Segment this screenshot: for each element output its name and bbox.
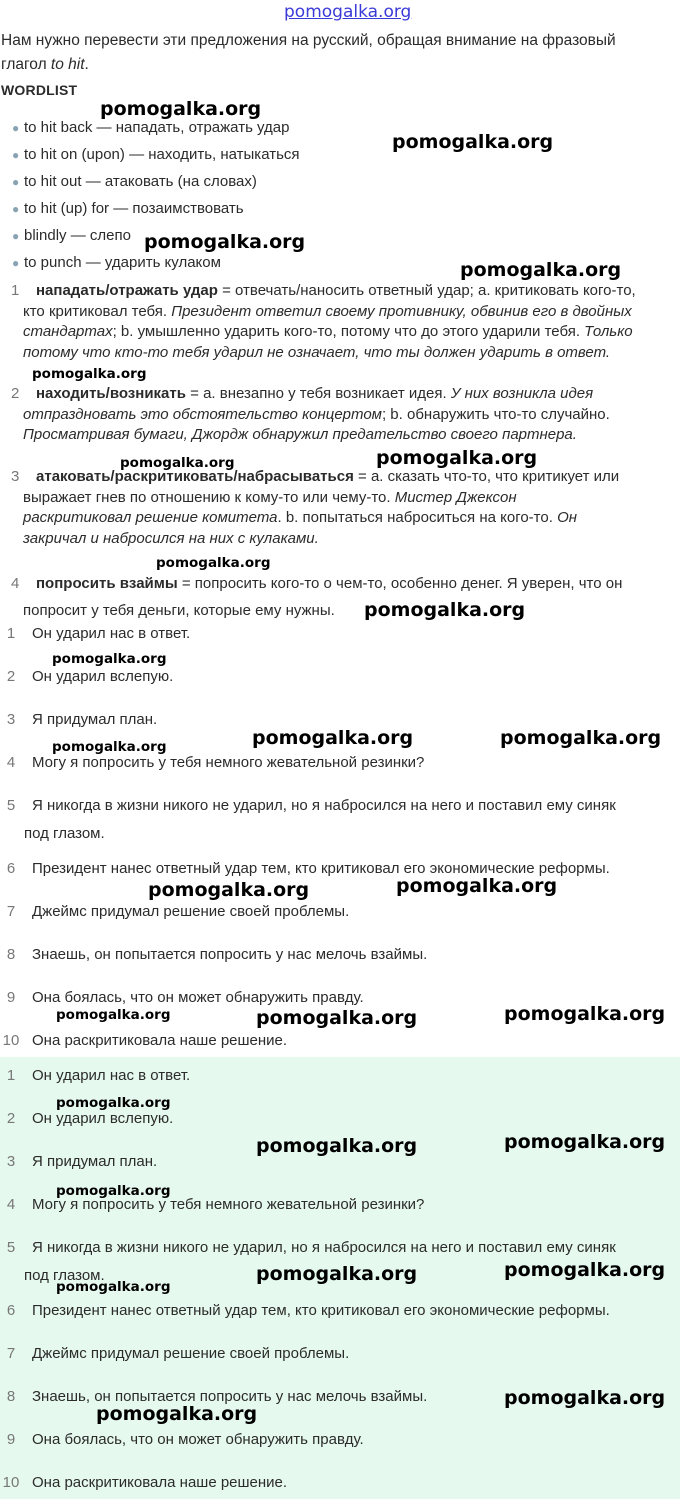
wordlist-item	[12, 254, 221, 271]
watermark: pomogalka.org	[120, 455, 235, 471]
wordlist-item	[12, 119, 290, 136]
definition-text: ; b. обнаружить что-то случайно.	[381, 405, 610, 423]
watermark: pomogalka.org	[256, 1263, 418, 1285]
definition-text: = отвечать/наносить ответный удар; a. критиковать кого-то,	[217, 282, 636, 299]
watermark: pomogalka.org	[364, 599, 526, 621]
wordlist-item-text: to hit (up) for — позаимствовать	[24, 200, 244, 217]
watermark: pomogalka.org	[256, 1135, 418, 1157]
definition-text: попросит у тебя деньги, которые ему нужны.	[23, 602, 335, 619]
definition-example: Президент ответил своему противнику, обвинив его в двойных	[171, 302, 632, 320]
watermark: pomogalka.org	[56, 1095, 171, 1111]
answer-number: 9	[6, 1431, 16, 1448]
sentence-number: 7	[6, 903, 16, 920]
definition-3	[0, 467, 678, 549]
answer-text: Она раскритиковала наше решение.	[32, 1474, 288, 1491]
answer-number: 1	[6, 1067, 16, 1084]
watermark: pomogalka.org	[500, 727, 662, 749]
watermark: pomogalka.org	[52, 651, 167, 667]
watermark-top: pomogalka.org	[284, 2, 412, 22]
definition-example: У них возникла идея	[450, 385, 594, 402]
watermark: pomogalka.org	[144, 231, 306, 253]
bullet-icon: ●	[12, 121, 20, 135]
watermark: pomogalka.org	[156, 555, 271, 571]
wordlist-item	[12, 146, 300, 163]
sentence-number: 2	[6, 668, 16, 685]
sentence-number: 1	[6, 625, 16, 642]
sentence-text: Он ударил нас в ответ.	[32, 625, 191, 642]
wordlist-item	[12, 173, 257, 190]
sentence-text: Я придумал план.	[32, 711, 158, 728]
bullet-icon: ●	[12, 148, 20, 162]
intro-line1: Нам нужно перевести эти предложения на русский, обращая внимание на фразовый	[1, 32, 616, 49]
watermark: pomogalka.org	[504, 1003, 666, 1025]
wordlist-item	[12, 227, 131, 244]
definition-number: 1	[11, 282, 20, 299]
definition-text: = a. сказать что-то, что критикует или	[353, 468, 620, 485]
watermark: pomogalka.org	[100, 98, 262, 120]
answer-text: Я никогда в жизни никого не ударил, но я набросился на него и поставил ему синяк	[32, 1239, 616, 1256]
definition-text: выражает гнев по отношению к кому-то или чему-то.	[23, 488, 395, 506]
wordlist-title: WORDLIST	[1, 82, 78, 98]
watermark: pomogalka.org	[96, 1403, 258, 1425]
definition-term: попросить взаймы	[36, 575, 178, 592]
answer-text: Президент нанес ответный удар тем, кто критиковал его экономические реформы.	[32, 1302, 610, 1319]
definition-4	[0, 570, 678, 624]
watermark: pomogalka.org	[376, 447, 538, 469]
answer-text: Знаешь, он попытается попросить у нас мелочь взаймы.	[32, 1388, 428, 1405]
watermark: pomogalka.org	[460, 259, 622, 281]
answer-number: 2	[6, 1110, 16, 1127]
intro-line2-pre: глагол	[1, 56, 51, 73]
definition-text: . b. попытаться наброситься на кого-то.	[277, 509, 558, 527]
definition-example: потому что кто-то тебя ударил не означает, что ты должен ударить в ответ.	[23, 343, 611, 361]
wordlist-item-text: to hit out — атаковать (на словах)	[24, 173, 257, 190]
sentence-text: Она боялась, что он может обнаружить правду.	[32, 989, 364, 1006]
answer-number: 5	[6, 1239, 16, 1256]
definition-text: = a. внезапно у тебя возникает идея.	[185, 385, 451, 402]
watermark: pomogalka.org	[252, 727, 414, 749]
sentence-number: 5	[6, 797, 16, 814]
bullet-icon: ●	[12, 256, 20, 270]
definition-number: 3	[11, 468, 20, 485]
watermark: pomogalka.org	[504, 1131, 666, 1153]
definition-example: Мистер Джексон	[394, 488, 517, 506]
watermark: pomogalka.org	[504, 1387, 666, 1409]
sentence-number: 9	[6, 989, 16, 1006]
sentence-text: Она раскритиковала наше решение.	[32, 1032, 288, 1049]
sentence-number: 8	[6, 946, 16, 963]
watermark: pomogalka.org	[56, 1007, 171, 1023]
bullet-icon: ●	[12, 202, 20, 216]
answer-number: 4	[6, 1196, 16, 1213]
wordlist-item-text: to hit on (upon) — находить, натыкаться	[24, 146, 300, 163]
answer-number: 6	[6, 1302, 16, 1319]
sentence-text: Он ударил вслепую.	[32, 668, 174, 685]
definition-example: Он	[557, 509, 577, 527]
watermark: pomogalka.org	[56, 1183, 171, 1199]
watermark: pomogalka.org	[148, 879, 310, 901]
definition-number: 4	[11, 575, 20, 592]
answer-text: Я придумал план.	[32, 1153, 158, 1170]
answer-text: Джеймс придумал решение своей проблемы.	[32, 1345, 350, 1362]
sentence-text: Могу я попросить у тебя немного жевательной резинки?	[32, 754, 425, 771]
answer-number: 10	[2, 1474, 20, 1491]
watermark: pomogalka.org	[256, 1007, 418, 1029]
answer-text: Она боялась, что он может обнаружить правду.	[32, 1431, 364, 1448]
definition-example: закричал и набросился на них с кулаками.	[23, 529, 319, 547]
definition-example: Только	[584, 323, 633, 341]
definition-term: находить/возникать	[36, 385, 186, 402]
wordlist-item-text: to hit back — нападать, отражать удар	[24, 119, 290, 136]
bullet-icon: ●	[12, 229, 20, 243]
sentence-text: Я никогда в жизни никого не ударил, но я набросился на него и поставил ему синяк	[32, 797, 616, 814]
wordlist-item-text: blindly — слепо	[24, 227, 131, 244]
watermark: pomogalka.org	[56, 1279, 171, 1295]
definition-text: ; b. умышленно ударить кого-то, потому что до этого ударили тебя.	[112, 323, 585, 341]
answer-number: 3	[6, 1153, 16, 1170]
definition-text: = попросить кого-то о чем-то, особенно денег. Я уверен, что он	[177, 575, 623, 592]
bullet-icon: ●	[12, 175, 20, 189]
definition-term: атаковать/раскритиковать/набрасываться	[36, 468, 354, 485]
wordlist-item-text: to punch — ударить кулаком	[24, 254, 221, 271]
wordlist-item	[12, 200, 244, 217]
definition-term: нападать/отражать удар	[36, 282, 218, 299]
definition-example: Просматривая бумаги, Джордж обнаружил предательство своего партнера.	[23, 426, 577, 444]
sentence-number: 4	[6, 754, 16, 771]
answer-text: Могу я попросить у тебя немного жевательной резинки?	[32, 1196, 425, 1213]
answer-continuation: под глазом.	[24, 1267, 105, 1284]
intro-phrasal-verb: to hit	[50, 56, 85, 73]
watermark: pomogalka.org	[396, 875, 558, 897]
watermark: pomogalka.org	[504, 1259, 666, 1281]
intro-text	[1, 29, 676, 77]
sentence-number: 10	[2, 1032, 20, 1049]
answer-text: Он ударил вслепую.	[32, 1110, 174, 1127]
sentence-number: 3	[6, 711, 16, 728]
watermark: pomogalka.org	[52, 739, 167, 755]
definition-example: стандартах	[23, 323, 113, 341]
definition-2	[0, 384, 678, 446]
watermark: pomogalka.org	[392, 131, 554, 153]
sentence-number: 6	[6, 860, 16, 877]
definition-number: 2	[11, 385, 20, 402]
answer-text: Он ударил нас в ответ.	[32, 1067, 191, 1084]
answer-number: 8	[6, 1388, 16, 1405]
sentence-text: Знаешь, он попытается попросить у нас мелочь взаймы.	[32, 946, 428, 963]
definition-example: раскритиковал решение комитета	[23, 509, 278, 527]
definition-1	[0, 281, 678, 363]
intro-line2-post: .	[84, 56, 89, 73]
definition-example: отпраздновать это обстоятельство концертом	[23, 405, 382, 423]
sentence-continuation: под глазом.	[24, 825, 105, 842]
definition-text: кто критиковал тебя.	[23, 302, 172, 320]
watermark: pomogalka.org	[32, 366, 147, 382]
sentence-text: Президент нанес ответный удар тем, кто критиковал его экономические реформы.	[32, 860, 610, 877]
answer-number: 7	[6, 1345, 16, 1362]
sentence-text: Джеймс придумал решение своей проблемы.	[32, 903, 350, 920]
